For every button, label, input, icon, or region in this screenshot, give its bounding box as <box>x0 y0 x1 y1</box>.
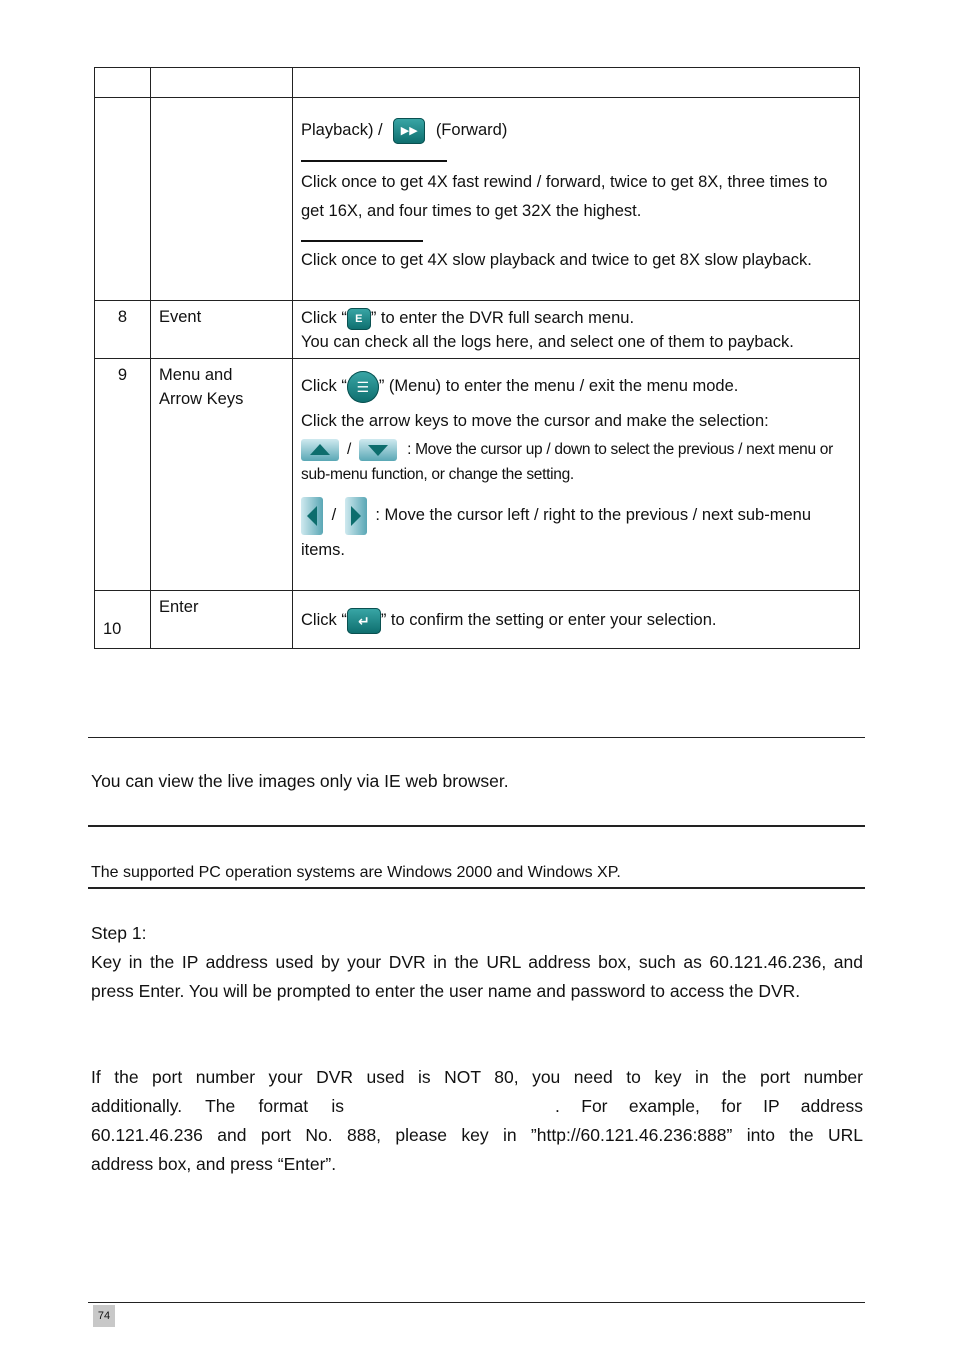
row-continuation-desc <box>293 98 860 301</box>
click-text: Click “ <box>301 377 347 395</box>
menu-desc <box>293 359 860 591</box>
down-arrow-icon <box>359 439 397 461</box>
forward-icon: ▶▶ <box>393 118 425 144</box>
slash-text: / <box>347 441 352 458</box>
up-arrow-icon <box>301 439 339 461</box>
menu-click-text: ” (Menu) to enter the menu / exit the menu mode. <box>378 377 739 395</box>
os-note: The supported PC operation systems are Windows 2000 and Windows XP. <box>91 864 621 881</box>
port-line-3: 60.121.46.236 and port No. 888, please key in ”http://60.121.46.236:888” into the URL <box>91 1125 863 1145</box>
click-text: Click “ <box>301 611 347 629</box>
table-row <box>95 591 860 649</box>
event-icon: E <box>347 308 371 330</box>
slow-subheading-underline <box>301 240 423 242</box>
forward-label: (Forward) <box>435 121 508 139</box>
enter-desc <box>293 591 860 649</box>
row-name <box>151 359 293 591</box>
live-view-note: You can view the live images only via IE web browser. <box>91 771 509 791</box>
table-row <box>95 98 860 301</box>
row-number: 9 <box>95 359 151 591</box>
section-divider <box>88 737 865 738</box>
note-box-top <box>88 825 865 827</box>
row-name: Enter <box>151 591 293 649</box>
slash-text: / <box>331 506 337 525</box>
controls-table <box>94 67 860 649</box>
event-click-text: ” to enter the DVR full search menu. <box>370 309 635 327</box>
row-name-line1: Menu and <box>159 366 233 384</box>
table-header-row <box>95 68 860 98</box>
table-row <box>95 359 860 591</box>
arrow-intro-text: Click the arrow keys to move the cursor and make the selection: <box>301 412 769 430</box>
slow-playback-text: Click once to get 4X slow playback and twice to get 8X slow playback. <box>301 251 812 269</box>
row-number: 8 <box>95 301 151 359</box>
enter-click-text: ” to confirm the setting or enter your selection. <box>380 611 717 629</box>
note-box-bottom <box>88 887 865 889</box>
port-line-2b: . For example, for IP address <box>555 1096 863 1116</box>
right-arrow-icon <box>345 497 367 535</box>
click-text: Click “ <box>301 309 347 327</box>
event-desc-line2: You can check all the logs here, and select one of them to payback. <box>301 333 794 351</box>
port-line-1: If the port number your DVR used is NOT 80, you need to key in the port number <box>91 1067 863 1087</box>
playback-continued-text: Playback) / <box>301 121 383 139</box>
page-number: 74 <box>93 1305 115 1327</box>
table-row <box>95 301 860 359</box>
updown-text: : Move the cursor up / down to select the previous / next menu or sub-menu function, or change the setting. <box>301 441 833 483</box>
port-line-4: address box, and press “Enter”. <box>91 1154 337 1174</box>
row-name-line2: Arrow Keys <box>159 389 244 408</box>
step-label: Step 1: <box>91 923 147 943</box>
leftright-text: : Move the cursor left / right to the previous / next sub-menu items. <box>301 506 811 559</box>
fast-playback-text: Click once to get 4X fast rewind / forward, twice to get 8X, three times to get 16X, and four times to get 32X the highest. <box>301 173 828 220</box>
enter-icon: ↵ <box>347 608 381 634</box>
fast-subheading-underline <box>301 160 447 162</box>
row-name: Event <box>151 301 293 359</box>
port-line-2a: additionally. The format is <box>91 1096 344 1116</box>
footer-divider <box>88 1302 865 1303</box>
step-text: Key in the IP address used by your DVR in the URL address box, such as 60.121.46.236, and press Enter. You will be prompted to enter the user name and password to access the DVR. <box>91 952 863 1001</box>
menu-icon: ☰ <box>347 371 379 403</box>
left-arrow-icon <box>301 497 323 535</box>
event-desc <box>293 301 860 359</box>
row-number: 10 <box>95 591 151 649</box>
